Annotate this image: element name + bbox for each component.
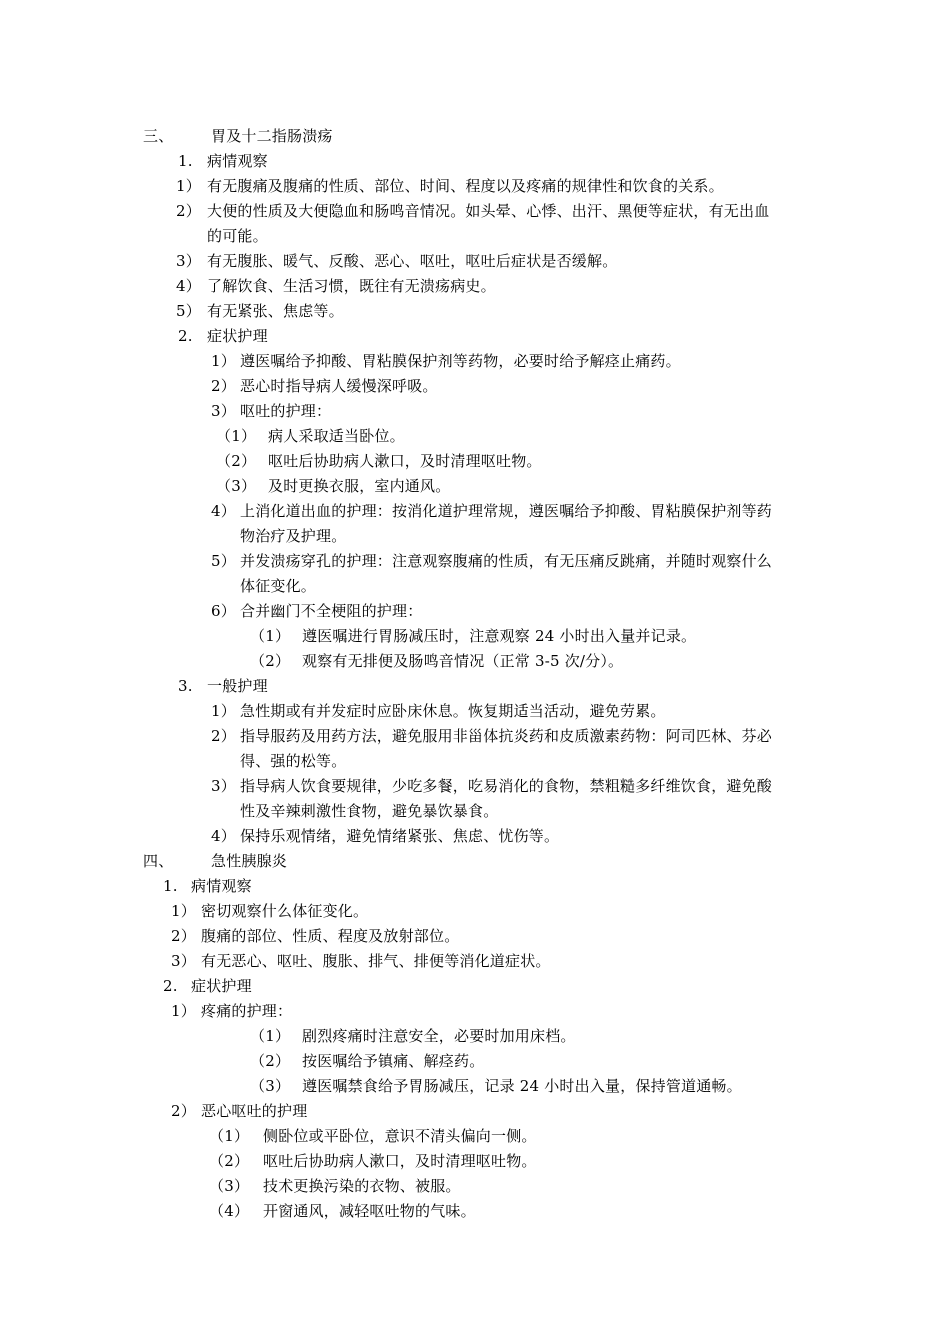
item-text: 疼痛的护理： xyxy=(201,1002,293,1020)
item-text: 得、强的松等。 xyxy=(240,752,347,770)
section-title: 急性胰腺炎 xyxy=(211,852,288,870)
sub-item-text: 遵医嘱禁食给予胃肠减压，记录 24 小时出入量，保持管道通畅。 xyxy=(302,1077,742,1095)
item-marker: 1） xyxy=(171,1002,196,1020)
item-marker: 4） xyxy=(211,827,236,845)
item-marker: 4） xyxy=(211,502,236,520)
sub-item-text: 病人采取适当卧位。 xyxy=(268,427,405,445)
item-marker: 4） xyxy=(176,277,201,295)
sub-item-marker: （1） xyxy=(216,427,257,445)
item-marker: 1） xyxy=(211,702,236,720)
item-marker: 5） xyxy=(176,302,201,320)
item-text: 密切观察什么体征变化。 xyxy=(201,902,369,920)
item-text: 并发溃疡穿孔的护理：注意观察腹痛的性质，有无压痛反跳痛，并随时观察什么 xyxy=(240,552,773,570)
item-marker: 1） xyxy=(176,177,201,195)
subsection-marker: 3. xyxy=(178,677,193,695)
sub-item-marker: （4） xyxy=(209,1202,250,1220)
item-marker: 3） xyxy=(211,777,236,795)
sub-item-text: 开窗通风，减轻呕吐物的气味。 xyxy=(263,1202,476,1220)
subsection-marker: 1. xyxy=(178,152,193,170)
sub-item-marker: （1） xyxy=(250,1027,291,1045)
sub-item-text: 呕吐后协助病人漱口，及时清理呕吐物。 xyxy=(263,1152,537,1170)
item-marker: 2） xyxy=(176,202,201,220)
subsection-title: 病情观察 xyxy=(191,877,252,895)
sub-item-text: 呕吐后协助病人漱口，及时清理呕吐物。 xyxy=(268,452,542,470)
item-marker: 2） xyxy=(211,727,236,745)
item-text: 呕吐的护理： xyxy=(240,402,332,420)
sub-item-text: 技术更换污染的衣物、被服。 xyxy=(263,1177,461,1195)
subsection-title: 症状护理 xyxy=(191,977,252,995)
item-text: 腹痛的部位、性质、程度及放射部位。 xyxy=(201,927,460,945)
subsection-title: 一般护理 xyxy=(207,677,268,695)
item-marker: 3） xyxy=(171,952,196,970)
subsection-marker: 2. xyxy=(163,977,178,995)
item-text: 的可能。 xyxy=(207,227,268,245)
item-text: 大便的性质及大便隐血和肠鸣音情况。如头晕、心悸、出汗、黑便等症状，有无出血 xyxy=(207,202,770,220)
item-marker: 6） xyxy=(211,602,236,620)
sub-item-marker: （3） xyxy=(209,1177,250,1195)
section-marker: 三、 xyxy=(143,127,174,145)
sub-item-text: 及时更换衣服，室内通风。 xyxy=(268,477,451,495)
item-text: 指导服药及用药方法，避免服用非甾体抗炎药和皮质激素药物：阿司匹林、芬必 xyxy=(240,727,773,745)
item-text: 有无腹痛及腹痛的性质、部位、时间、程度以及疼痛的规律性和饮食的关系。 xyxy=(207,177,724,195)
item-text: 体征变化。 xyxy=(240,577,317,595)
subsection-marker: 2. xyxy=(178,327,193,345)
item-text: 物治疗及护理。 xyxy=(240,527,347,545)
sub-item-marker: （3） xyxy=(216,477,257,495)
item-marker: 1） xyxy=(211,352,236,370)
item-marker: 2） xyxy=(171,1102,196,1120)
sub-item-text: 遵医嘱进行胃肠减压时，注意观察 24 小时出入量并记录。 xyxy=(302,627,697,645)
section-title: 胃及十二指肠溃疡 xyxy=(211,127,333,145)
item-text: 急性期或有并发症时应卧床休息。恢复期适当活动，避免劳累。 xyxy=(240,702,666,720)
subsection-title: 病情观察 xyxy=(207,152,268,170)
sub-item-marker: （2） xyxy=(250,1052,291,1070)
item-text: 恶心时指导病人缓慢深呼吸。 xyxy=(240,377,438,395)
item-text: 有无紧张、焦虑等。 xyxy=(207,302,344,320)
subsection-marker: 1. xyxy=(163,877,178,895)
item-text: 保持乐观情绪，避免情绪紧张、焦虑、忧伤等。 xyxy=(240,827,560,845)
sub-item-marker: （2） xyxy=(250,652,291,670)
item-text: 了解饮食、生活习惯，既往有无溃疡病史。 xyxy=(207,277,496,295)
item-text: 遵医嘱给予抑酸、胃粘膜保护剂等药物，必要时给予解痉止痛药。 xyxy=(240,352,681,370)
sub-item-text: 观察有无排便及肠鸣音情况（正常 3-5 次/分）。 xyxy=(302,652,624,670)
item-marker: 3） xyxy=(211,402,236,420)
item-text: 指导病人饮食要规律，少吃多餐，吃易消化的食物，禁粗糙多纤维饮食，避免酸 xyxy=(240,777,773,795)
item-text: 恶心呕吐的护理 xyxy=(201,1102,308,1120)
item-marker: 3） xyxy=(176,252,201,270)
item-marker: 1） xyxy=(171,902,196,920)
item-marker: 5） xyxy=(211,552,236,570)
subsection-title: 症状护理 xyxy=(207,327,268,345)
sub-item-text: 剧烈疼痛时注意安全，必要时加用床档。 xyxy=(302,1027,576,1045)
item-text: 有无腹胀、暖气、反酸、恶心、呕吐，呕吐后症状是否缓解。 xyxy=(207,252,618,270)
item-marker: 2） xyxy=(171,927,196,945)
item-text: 性及辛辣刺激性食物，避免暴饮暴食。 xyxy=(240,802,499,820)
item-text: 上消化道出血的护理：按消化道护理常规，遵医嘱给予抑酸、胃粘膜保护剂等药 xyxy=(240,502,773,520)
item-text: 合并幽门不全梗阻的护理： xyxy=(240,602,423,620)
sub-item-marker: （3） xyxy=(250,1077,291,1095)
sub-item-marker: （2） xyxy=(216,452,257,470)
sub-item-text: 侧卧位或平卧位，意识不清头偏向一侧。 xyxy=(263,1127,537,1145)
section-marker: 四、 xyxy=(143,852,174,870)
item-marker: 2） xyxy=(211,377,236,395)
sub-item-marker: （2） xyxy=(209,1152,250,1170)
sub-item-text: 按医嘱给予镇痛、解痉药。 xyxy=(302,1052,485,1070)
sub-item-marker: （1） xyxy=(250,627,291,645)
item-text: 有无恶心、呕吐、腹胀、排气、排便等消化道症状。 xyxy=(201,952,551,970)
sub-item-marker: （1） xyxy=(209,1127,250,1145)
